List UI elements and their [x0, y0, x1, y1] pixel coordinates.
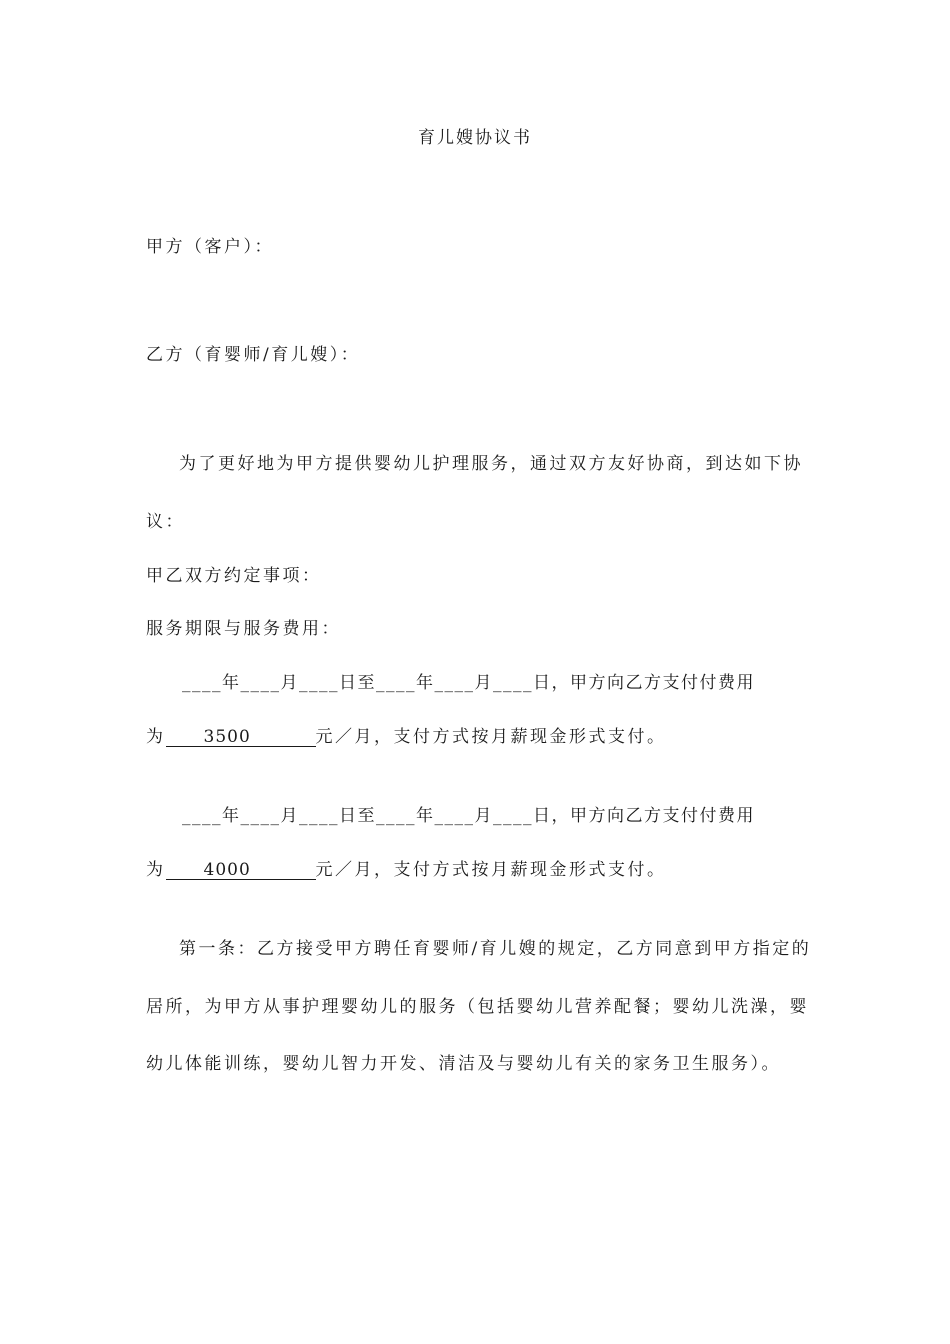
term-1-fee-line: [146, 726, 667, 748]
intro-paragraph-line-1: 为了更好地为甲方提供婴幼儿护理服务，通过双方友好协商，到达如下协: [179, 454, 803, 474]
term-1-amount: 3500: [166, 728, 316, 747]
agreed-items-heading: 甲乙双方约定事项：: [146, 566, 322, 586]
term-1-date-line: ____年____月____日至____年____月____日，甲方向乙方支付付费用: [182, 673, 755, 693]
article-1-line-3: 幼儿体能训练，婴幼儿智力开发、清洁及与婴幼儿有关的家务卫生服务）。: [146, 1054, 781, 1074]
article-1-line-2: 居所，为甲方从事护理婴幼儿的服务（包括婴幼儿营养配餐；婴幼儿洗澡，婴: [146, 997, 809, 1017]
term-2-amount: 4000: [166, 861, 316, 880]
party-b-label: 乙方（育婴师/育儿嫂）：: [146, 345, 361, 365]
article-1-line-1: 第一条：乙方接受甲方聘任育婴师/育儿嫂的规定，乙方同意到甲方指定的: [179, 939, 812, 959]
term-1-suffix: 元／月，支付方式按月薪现金形式支付。: [315, 727, 667, 747]
term-2-suffix: 元／月，支付方式按月薪现金形式支付。: [315, 860, 667, 880]
term-2-fee-line: [146, 859, 667, 881]
term-2-date-line: ____年____月____日至____年____月____日，甲方向乙方支付付费用: [182, 806, 755, 826]
service-term-heading: 服务期限与服务费用：: [146, 619, 341, 639]
term-1-prefix: 为: [146, 727, 166, 747]
party-a-label: 甲方（客户）：: [146, 237, 274, 257]
intro-paragraph-line-2: 议：: [146, 512, 185, 532]
term-2-prefix: 为: [146, 860, 166, 880]
document-title: 育儿嫂协议书: [418, 128, 532, 148]
